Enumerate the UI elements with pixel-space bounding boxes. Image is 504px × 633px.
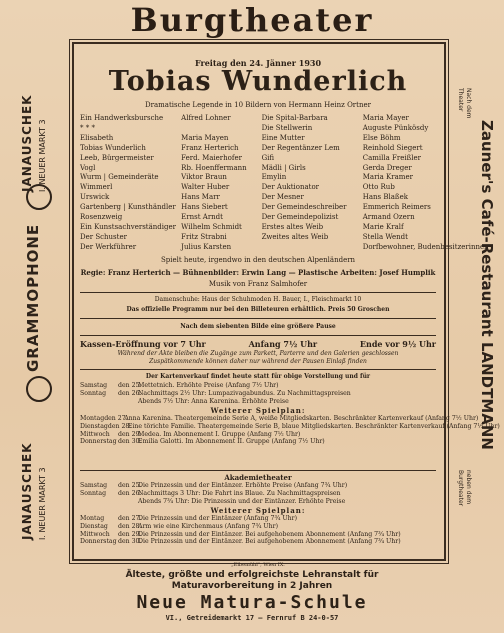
cast-role: Tobias Wunderlich [80, 143, 146, 152]
ad-left-bottom: JANAUSCHEK [20, 442, 34, 540]
schedule-day: Samstag [80, 482, 108, 489]
cast-column [80, 243, 254, 253]
cast-column [80, 144, 254, 154]
cast-actor: Ernst Arndt [181, 213, 223, 222]
schedule-line [80, 482, 436, 490]
cast-pair [262, 183, 436, 193]
ad-right-small-4: Burgtheater [457, 470, 464, 507]
cast-column [80, 223, 254, 233]
cast-pair [80, 173, 254, 183]
cast-actor: Stella Wendt [362, 232, 408, 241]
play-subtitle: Dramatische Legende in 10 Bildern von Hermann Heinz Ortner [145, 101, 371, 109]
akademie-further-schedule [80, 515, 436, 546]
cast-pair [80, 134, 254, 144]
credits-music: Musik von Franz Salmhofer [208, 280, 308, 288]
cast-actor: Otto Rub [362, 183, 395, 192]
cast-pair [262, 233, 436, 243]
schedule-date: den 28. [107, 422, 132, 430]
schedule-line [80, 498, 436, 506]
cast-column [80, 213, 254, 223]
cast-column [262, 173, 436, 183]
weiterer-heading-2: Weiterer Spielplan: [210, 506, 306, 515]
schedule-entry: Die Prinzessin und der Eintänzer. Bei aufgehobenem Abonnement (Anfang 7¾ Uhr) [138, 530, 401, 538]
ad-left-top-address: I. NEUER MARKT 3 [38, 119, 47, 192]
cast-row [80, 173, 436, 183]
cast-row [80, 183, 436, 193]
cast-column [262, 233, 436, 243]
cast-pair [262, 124, 436, 134]
cast-actor: Gerda Dreger [362, 163, 412, 172]
cast-role: Elisabeth [80, 133, 114, 142]
schedule-date [118, 498, 138, 506]
cast-actor: Marie Kralf [362, 222, 404, 231]
cast-pair [262, 203, 436, 213]
ad-right-landtmann: Zauner's Café-Restaurant LANDTMANN [478, 120, 496, 450]
cast-actor: Fritz Strabni [181, 232, 227, 241]
ad-right-small-2: Theater [457, 88, 464, 112]
printer-mark: „Elbemühl", Wien IX. [231, 562, 285, 568]
school-line-1: Älteste, größte und erfolgreichste Lehranstalt für [125, 570, 379, 580]
cast-role: Der Auktionator [261, 183, 320, 192]
cast-column [80, 114, 254, 124]
cast-column [262, 193, 436, 203]
presale-heading: Der Kartenverkauf findet heute statt für obige Vorstellung und für [145, 373, 371, 380]
cast-role: Eine Mutter [261, 133, 305, 142]
schedule-day: Donnerstag [80, 538, 117, 546]
cast-role: Ein Handwerksbursche [80, 114, 164, 122]
cast-column [262, 213, 436, 223]
school-name: Neue Matura-Schule [136, 592, 368, 613]
schedule-entry: Emilia Galotti. Im Abonnement II. Gruppe (Anfang 7½ Uhr) [138, 438, 325, 446]
divider [80, 292, 436, 293]
schedule-date: den 29. [118, 530, 142, 538]
schedule-line [80, 515, 436, 523]
schedule-day: Dienstag [80, 422, 108, 430]
schedule-line [80, 415, 479, 423]
cast-actor: Julius Karsten [181, 242, 232, 251]
cast-role: Urswick [80, 193, 110, 202]
cast-row [80, 193, 436, 203]
schedule-entry: Mettetnich. Erhöhte Preise (Anfang 7½ Uhr) [138, 382, 279, 389]
cast-pair [262, 144, 436, 154]
cast-column [262, 183, 436, 193]
divider [80, 369, 436, 370]
cast-role: * * * [80, 123, 95, 132]
cast-actor: Walter Huber [181, 183, 230, 192]
program-note: Das offizielle Programm nur bei den Billeteuren erhältlich. Preis 50 Groschen [126, 306, 390, 313]
cast-role: Der Schuster [80, 232, 127, 241]
cast-role: Der Werkführer [80, 242, 137, 251]
play-title: Tobias Wunderlich [108, 66, 408, 97]
burg-further-schedule [80, 415, 500, 446]
schedule-date: den 25. [118, 382, 142, 389]
cast-role: Wimmerl [80, 183, 113, 192]
schedule-date: den 27. [104, 415, 128, 422]
schedule-entry: Eine törichte Familie. Theatergemeinde Serie B, blaue Mitgliedskarten. Beschränkter Kartenverkauf (Anfang 7½ Uhr) [127, 422, 500, 430]
cast-column [80, 124, 254, 134]
cast-pair [80, 223, 254, 233]
schedule-line [80, 538, 436, 546]
cast-column [80, 134, 254, 144]
cast-pair [262, 114, 436, 124]
cast-pair [80, 124, 254, 134]
schedule-day: Samstag [80, 382, 108, 389]
schedule-line [80, 382, 436, 390]
schedule-date: den 30. [118, 538, 142, 546]
schedule-entry: Anna Karenina. Theatergemeinde Serie A, weiße Mitgliedskarten. Beschränkter Kartenverkauf (Anfang 7½ Uhr) [124, 415, 479, 422]
cast-column [80, 154, 254, 164]
schedule-date: den 30. [118, 438, 142, 446]
cast-column [80, 183, 254, 193]
cast-pair [262, 164, 436, 174]
cast-pair [80, 114, 254, 124]
cast-pair [80, 164, 254, 174]
cast-actor: Armand Ozern [362, 213, 415, 222]
cast-column [80, 164, 254, 174]
end-time: Ende vor 9½ Uhr [359, 339, 436, 349]
cast-actor: Camilla Freißler [362, 153, 422, 162]
schedule-day: Mittwoch [80, 530, 110, 538]
cast-row [80, 213, 436, 223]
cast-pair [80, 213, 254, 223]
burg-schedule [80, 382, 436, 405]
cast-role: Der Gemeindepolizist [261, 213, 339, 222]
schedule-day: Montag [80, 515, 105, 522]
cast-actor: Wilhelm Schmidt [181, 222, 242, 231]
cast-actor: Alfred Lohner [181, 114, 231, 122]
schedule-day: Montag [80, 415, 105, 422]
cast-row [80, 233, 436, 243]
schedule-line [80, 523, 436, 531]
cast-role: Gartenberg | Kunsthändler [80, 203, 176, 212]
schedule-line [80, 490, 436, 498]
ad-left-gramophone: GRAMMOPHONE [24, 223, 42, 372]
cast-pair [262, 213, 436, 223]
schedule-date: den 27. [118, 515, 142, 522]
cast-column [262, 223, 436, 233]
cast-pair [80, 243, 254, 253]
cast-pair [80, 183, 254, 193]
cast-role: Vogl [80, 163, 96, 172]
cast-role: Mädli | Girls [261, 163, 306, 172]
cast-actor [181, 124, 254, 134]
start-time: Anfang 7½ Uhr [248, 339, 318, 349]
cast-pair [262, 134, 436, 144]
akademie-heading: Akademietheater [224, 473, 292, 482]
cast-column [80, 233, 254, 243]
cast-row [80, 223, 436, 233]
cast-column [80, 173, 254, 183]
cast-actor: Auguste Pünkösdy [362, 123, 429, 132]
cast-row [80, 114, 436, 124]
schedule-day: Donnerstag [80, 438, 117, 446]
schedule-line [80, 422, 500, 431]
cast-column [262, 154, 436, 164]
gramophone-emblem-icon [26, 376, 52, 402]
schedule-day [80, 398, 118, 406]
performance-date: Freitag den 24. Jänner 1930 [194, 58, 322, 68]
cast-actor: Ferd. Maierhofer [181, 153, 242, 162]
cast-actor: Maria Mayer [362, 114, 409, 122]
schedule-line [80, 531, 436, 539]
cast-row [80, 124, 436, 134]
schedule-entry: Die Prinzessin und der Eintänzer. Erhöhte Preise (Anfang 7¾ Uhr) [138, 482, 348, 489]
schedule-date: den 26. [118, 389, 142, 397]
schedule-date: den 26. [118, 489, 142, 497]
schedule-line [80, 390, 436, 398]
cast-actor: Reinhold Siegert [362, 143, 423, 152]
cast-role: Leeb, Bürgermeister [80, 153, 154, 162]
school-address: VI., Getreidemarkt 17 — Fernruf B 24-0-57 [165, 614, 339, 622]
cast-pair [262, 154, 436, 164]
cast-column [262, 124, 436, 134]
cast-column [262, 242, 489, 253]
schedule-entry: Abends 7¾ Uhr: Die Prinzessin und der Eintänzer. Erhöhte Preise [138, 497, 346, 505]
school-line-2: Maturavorbereitung in 2 Jahren [171, 581, 333, 591]
weiterer-heading: Weiterer Spielplan: [210, 406, 306, 415]
cast-column [262, 164, 436, 174]
shoes-note: Damenschuhe: Haus der Schuhmoden H. Bauer, I., Fleischmarkt 10 [154, 296, 362, 303]
schedule-line [80, 431, 436, 439]
divider [80, 335, 436, 336]
schedule-date [118, 398, 138, 406]
credits-direction: Regie: Franz Herterich — Bühnenbilder: Erwin Lang — Plastische Arbeiten: Josef Humplik [80, 268, 436, 277]
cast-column [262, 144, 436, 154]
schedule-entry: Die Prinzessin und der Eintänzer. Bei aufgehobenem Abonnement (Anfang 7¾ Uhr) [138, 538, 401, 546]
theater-title: Burgtheater [130, 1, 374, 39]
cast-role: Die Stellwerin [261, 123, 313, 132]
schedule-entry: Medea. Im Abonnement I. Gruppe (Anfang 7½ Uhr) [138, 430, 301, 438]
cast-role: Der Regentänzer Lem [261, 143, 340, 152]
cast-actor: Hans Siebert [181, 203, 228, 212]
cast-row [80, 144, 436, 154]
cast-row [80, 134, 436, 144]
cast-actor: Maria Mayen [181, 133, 229, 142]
cast-role: Erstes altes Weib [261, 222, 324, 231]
cast-actor: Viktor Braun [181, 173, 227, 182]
cast-row [80, 164, 436, 174]
cast-row [80, 242, 489, 253]
cast-actor: Maria Kramer [362, 173, 413, 182]
schedule-line [80, 438, 436, 446]
gramophone-emblem-icon [26, 184, 52, 210]
pause-note: Nach dem siebenten Bilde eine größere Pause [180, 323, 336, 330]
cast-actor: Else Böhm [362, 133, 401, 142]
schedule-entry: Nachmittags 3 Uhr: Die Fahrt ins Blaue. Zu Nachmittagspreisen [138, 489, 341, 497]
cast-row [80, 154, 436, 164]
divider [80, 470, 436, 471]
schedule-day [80, 498, 118, 506]
akademie-schedule [80, 482, 436, 505]
cast-role: Die Spital-Barbara [261, 114, 328, 122]
latecomer-note-2: Zuspätkommende können daher nur während der Pausen Einlaß finden [149, 358, 367, 365]
cast-role: Gifi [261, 153, 275, 162]
cast-role [262, 243, 363, 253]
cast-pair [80, 144, 254, 154]
cast-row [80, 203, 436, 213]
cast-role: Zweites altes Weib [261, 232, 329, 241]
cast-column [262, 114, 436, 124]
cast-pair [262, 242, 489, 253]
cast-role: Der Mesner [261, 193, 304, 202]
cast-pair [262, 173, 436, 183]
cast-role: Emylin [261, 173, 287, 182]
cast-actor: Dorfbewohner, Budenbesitzerinnen [362, 242, 489, 251]
schedule-entry: Nachmittags 2½ Uhr: Lumpazivagabundus. Zu Nachmittagspreisen [138, 389, 351, 397]
setting: Spielt heute, irgendwo in den deutschen Alpenländern [160, 256, 356, 264]
schedule-day: Sonntag [80, 389, 107, 397]
cast-role: Wurm | Gemeinderäte [80, 173, 159, 182]
cast-pair [80, 203, 254, 213]
cast-actor: Franz Herterich [181, 143, 239, 152]
divider [80, 318, 436, 319]
cast-column [80, 203, 254, 213]
schedule-entry: Arm wie eine Kirchenmaus (Anfang 7¾ Uhr) [138, 522, 278, 530]
cast-column [262, 203, 436, 213]
cast-pair [80, 154, 254, 164]
cast-column [80, 193, 254, 203]
latecomer-note-1: Während der Akte bleiben die Zugänge zum Parkett, Parterre und den Galerien geschlossen [117, 350, 399, 357]
schedule-date: den 28. [118, 522, 142, 530]
box-office-opening: Kassen-Eröffnung vor 7 Uhr [80, 339, 206, 349]
cast-actor: Rb. Hoenffermann [181, 163, 247, 172]
cast-actor: Emmerich Reimers [362, 203, 431, 212]
cast-role: Ein Kunstsachverständiger [80, 222, 176, 231]
ad-right-small-3: neben dem [465, 470, 472, 505]
schedule-entry: Abends 7½ Uhr: Anna Karenina. Erhöhte Preise [138, 397, 289, 405]
schedule-day: Mittwoch [80, 430, 110, 438]
cast-role: Rosenzweig [80, 213, 123, 222]
schedule-line [80, 398, 436, 406]
cast-actor: Hans Blaßek [362, 193, 408, 202]
cast-pair [262, 193, 436, 203]
cast-actor: Hans Marr [181, 193, 220, 202]
cast-pair [262, 223, 436, 233]
cast-column [262, 134, 436, 144]
ad-left-bottom-address: I. NEUER MARKT 3 [38, 467, 47, 540]
timing-line [80, 339, 436, 349]
cast-role: Der Gemeindeschreiber [261, 203, 347, 212]
schedule-day: Sonntag [80, 489, 107, 497]
schedule-entry: Die Prinzessin und der Eintänzer (Anfang 7¾ Uhr) [138, 515, 298, 522]
ad-left-top: JANAUSCHEK [20, 94, 34, 192]
cast-pair [80, 233, 254, 243]
schedule-day: Dienstag [80, 522, 108, 530]
schedule-date: den 29. [118, 430, 142, 438]
schedule-date: den 25. [118, 482, 142, 489]
cast-pair [80, 193, 254, 203]
cast-list [80, 114, 489, 253]
ad-right-small-1: Nach dem [465, 88, 472, 119]
